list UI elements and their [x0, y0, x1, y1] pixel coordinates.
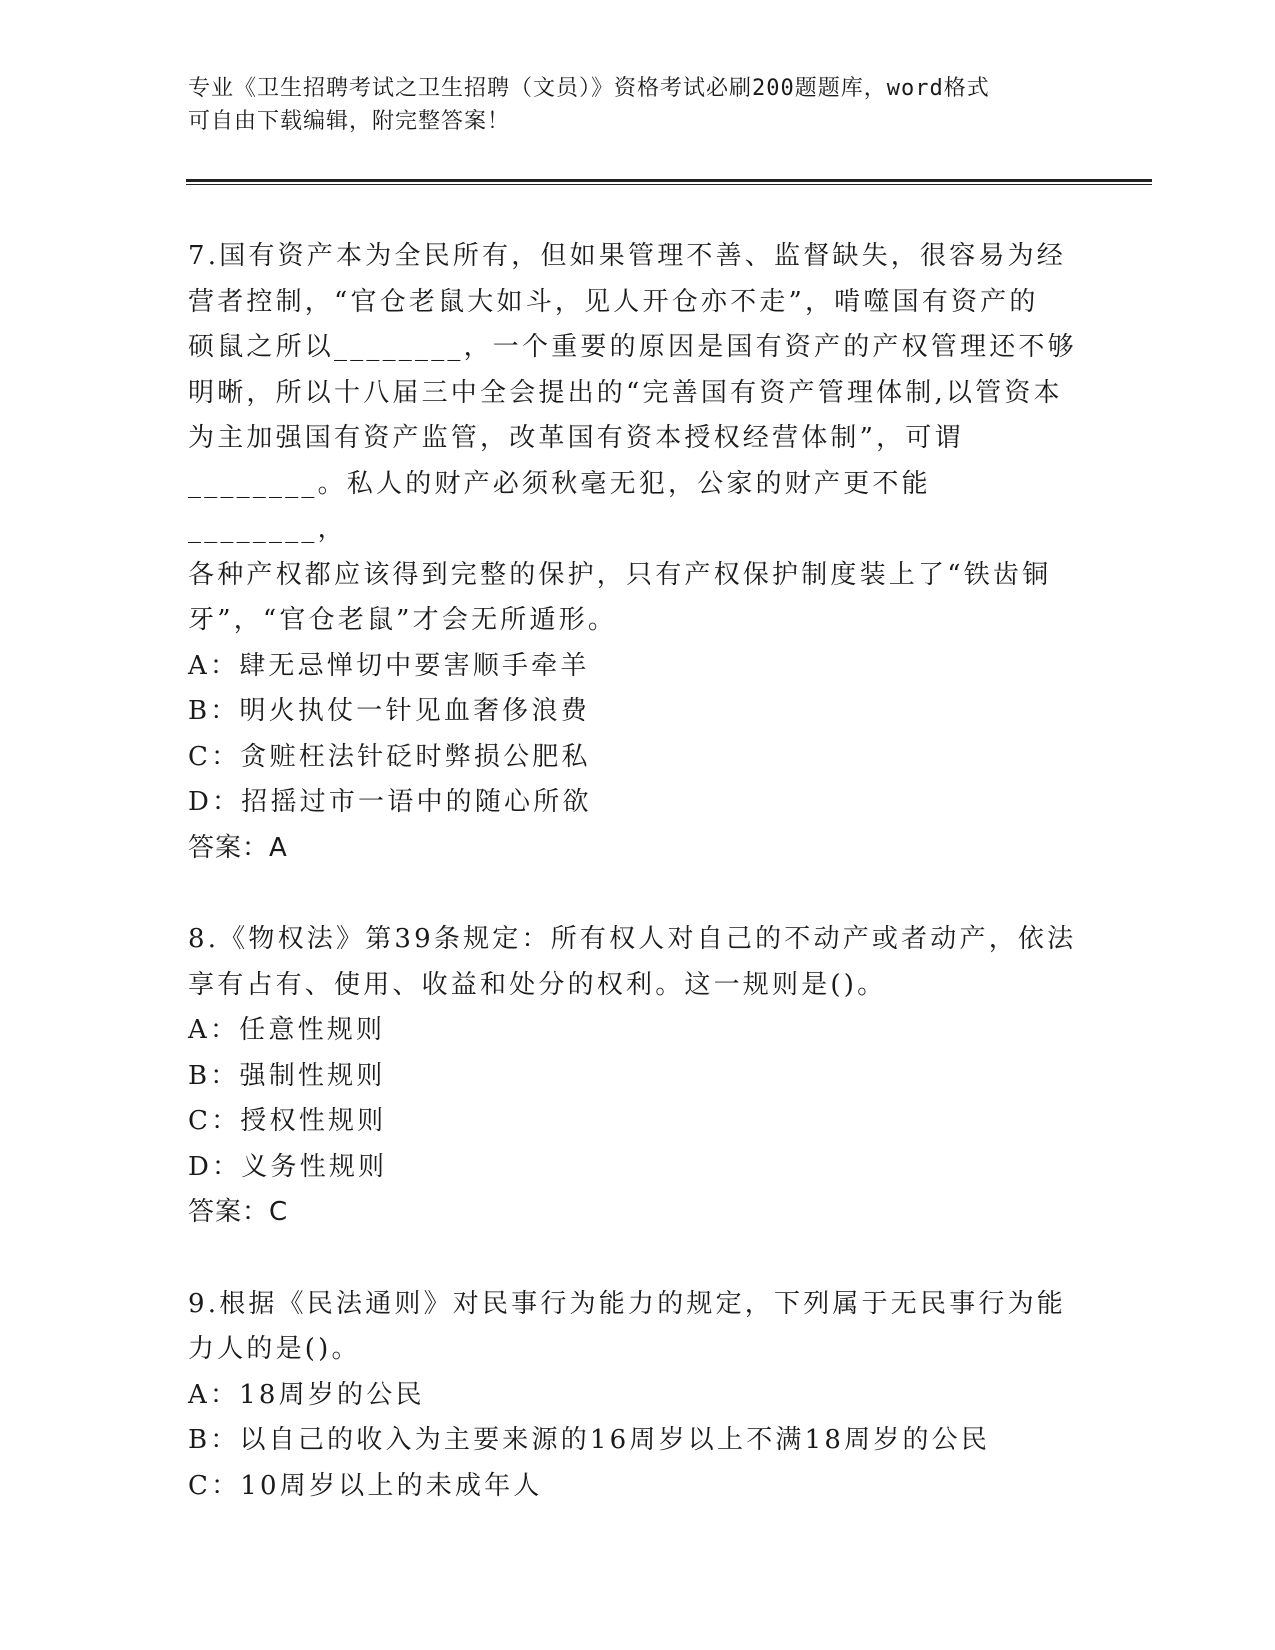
header-divider-thick — [186, 179, 1152, 182]
option-d: D：义务性规则 — [188, 1151, 388, 1182]
option-b: B：明火执仗一针见血奢侈浪费 — [188, 696, 590, 726]
question-list — [188, 234, 1078, 1509]
option-d: D：招摇过市一语中的随心所欲 — [188, 787, 592, 817]
answer-line: 答案：C — [188, 1197, 289, 1227]
question-stem-line: ________。私人的财产必须秋毫无犯，公家的财产更不能________， — [188, 468, 931, 544]
question-stem-line: 营者控制，“官仓老鼠大如斗，见人开仓亦不走”，啃噬国有资产的 — [188, 286, 1039, 317]
question-stem-line: 8.《物权法》第39条规定：所有权人对自己的不动产或者动产，依法 — [188, 924, 1077, 954]
question-8 — [188, 917, 1078, 1236]
option-a: A：18周岁的公民 — [188, 1379, 425, 1410]
question-stem-line: 享有占有、使用、收益和处分的权利。这一规则是()。 — [188, 969, 887, 1000]
header-line-1: 专业《卫生招聘考试之卫生招聘（文员）》资格考试必刷200题题库，word格式 — [188, 76, 990, 101]
question-stem-line: 各种产权都应该得到完整的保护，只有产权保护制度装上了“铁齿铜 — [188, 559, 1052, 590]
header-divider-thin — [186, 184, 1152, 185]
option-c: C：授权性规则 — [188, 1106, 387, 1136]
question-9 — [188, 1282, 1078, 1510]
option-c: C：贪赃枉法针砭时弊损公肥私 — [188, 741, 591, 772]
question-stem-line: 牙”，“官仓老鼠”才会无所遁形。 — [188, 605, 618, 635]
document-header — [188, 72, 1088, 138]
question-7 — [188, 234, 1078, 871]
question-stem-line: 7.国有资产本为全民所有，但如果管理不善、监督缺失，很容易为经 — [188, 241, 1067, 271]
option-a: A：任意性规则 — [188, 1015, 386, 1045]
question-spacer — [188, 1236, 1078, 1282]
question-stem-line: 明晰，所以十八届三中全会提出的“完善国有资产管理体制,以管资本 — [188, 377, 1063, 408]
option-b: B：以自己的收入为主要来源的16周岁以上不满18周岁的公民 — [188, 1425, 991, 1455]
answer-line: 答案：A — [188, 832, 288, 863]
header-line-2: 可自由下载编辑，附完整答案！ — [188, 109, 511, 134]
question-spacer — [188, 871, 1078, 917]
question-stem-line: 为主加强国有资产监管，改革国有资本授权经营体制”，可谓 — [188, 423, 964, 453]
option-b: B：强制性规则 — [188, 1060, 386, 1091]
option-c: C：10周岁以上的未成年人 — [188, 1470, 543, 1501]
question-stem-line: 9.根据《民法通则》对民事行为能力的规定，下列属于无民事行为能 — [188, 1288, 1067, 1319]
option-a: A：肆无忌惮切中要害顺手牵羊 — [188, 650, 590, 681]
question-stem-line: 硕鼠之所以________，一个重要的原因是国有资产的产权管理还不够 — [188, 332, 1077, 362]
question-stem-line: 力人的是()。 — [188, 1334, 361, 1364]
